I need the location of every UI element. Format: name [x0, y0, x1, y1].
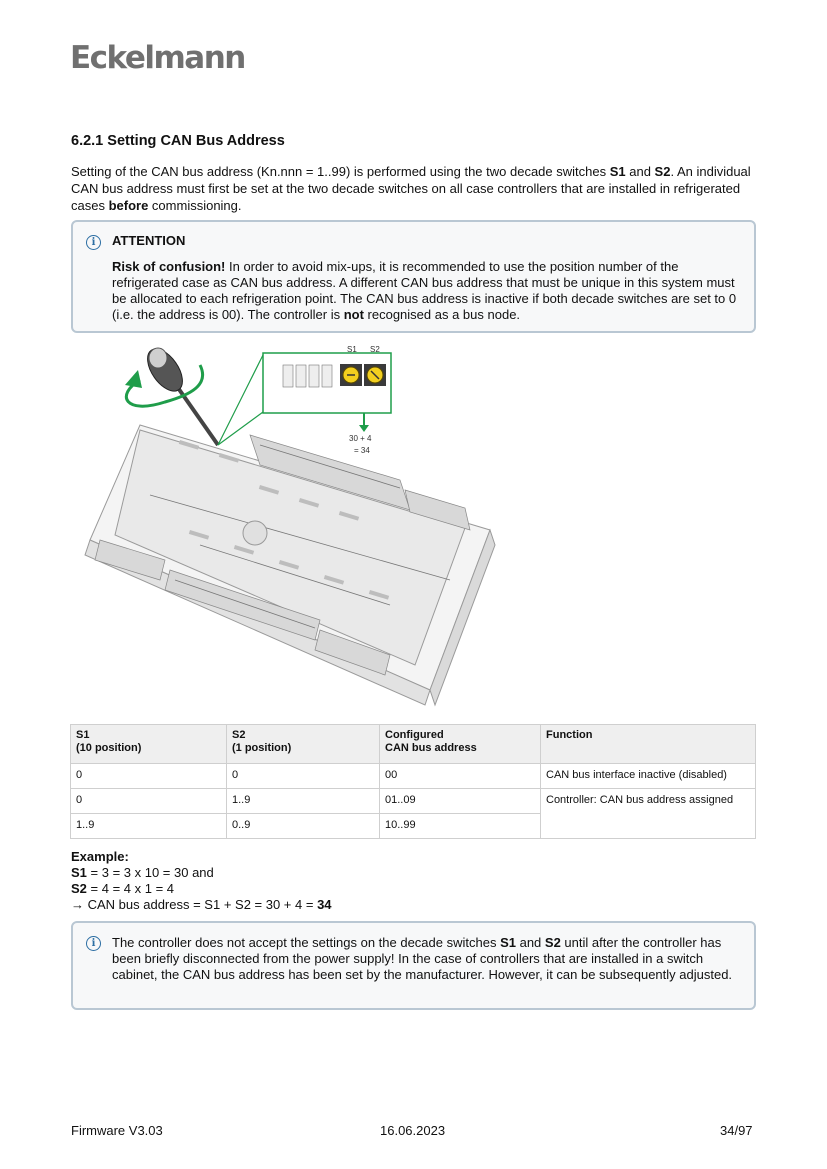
example-line-s2: S2 = 4 = 4 x 1 = 4: [71, 881, 174, 896]
table-cell: 0: [227, 764, 380, 789]
calc-line2: = 34: [354, 446, 370, 455]
controller-illustration: [70, 340, 510, 720]
header-function: Function: [541, 725, 756, 764]
info-icon: i: [86, 235, 101, 250]
table-row: [71, 789, 756, 814]
section-title: 6.2.1 Setting CAN Bus Address: [71, 133, 285, 149]
s1-label: S1: [347, 345, 357, 354]
table-cell: 0..9: [227, 814, 380, 839]
table-row: [71, 764, 756, 789]
table-cell: 00: [380, 764, 541, 789]
table-cell: CAN bus interface inactive (disabled): [541, 764, 756, 789]
info-icon: i: [86, 936, 101, 951]
s2-label: S2: [370, 345, 380, 354]
table-cell: 0: [71, 789, 227, 814]
table-cell: 1..9: [71, 814, 227, 839]
attention-title: ATTENTION: [112, 233, 186, 248]
note-body: The controller does not accept the settings on the decade switches S1 and S2 until after the controller has been briefly disconnected from the power supply! In the case of controllers that are installed in a switch cabinet, the CAN bus address has been set by the manufacturer. However, it can be subsequently adjusted.: [112, 935, 733, 982]
table-cell: 10..99: [380, 814, 541, 839]
footer-date: 16.06.2023: [380, 1123, 446, 1138]
table-cell: 1..9: [227, 789, 380, 814]
note-box: [71, 921, 756, 1010]
footer-page-number: 34/97: [720, 1123, 753, 1138]
header-s1: S1 (10 position): [71, 725, 227, 764]
header-s2: S2 (1 position): [227, 725, 380, 764]
table-cell: 0: [71, 764, 227, 789]
table-header-row: [71, 725, 756, 764]
header-configured-address: Configured CAN bus address: [380, 725, 541, 764]
footer-firmware: Firmware V3.03: [71, 1123, 163, 1138]
eckelmann-logo: Eckelmann: [70, 40, 245, 76]
intro-paragraph: Setting of the CAN bus address (Kn.nnn = 1..99) is performed using the two decade switches S1 and S2. An individual CAN bus address must first be set at the two decade switches on all case controllers that are installed in refrigerated cases before commissioning.: [71, 164, 751, 213]
example-title: Example:: [71, 849, 129, 864]
example-block: [71, 849, 332, 913]
example-line-result: → CAN bus address = S1 + S2 = 30 + 4 = 34: [71, 897, 332, 912]
attention-box: [71, 220, 756, 333]
example-line-s1: S1 = 3 = 3 x 10 = 30 and: [71, 865, 214, 880]
table-cell: Controller: CAN bus address assigned: [541, 789, 756, 839]
attention-body: Risk of confusion! In order to avoid mix-ups, it is recommended to use the position number of the refrigerated case as CAN bus address. A different CAN bus address that must be unique in this system must be allocated to each refrigeration point. The CAN bus address is inactive if both decade switches are set to 0 (i.e. the address is 00). The controller is not recognised as a bus node.: [112, 259, 737, 322]
table-cell: 01..09: [380, 789, 541, 814]
can-address-table: [70, 724, 756, 839]
calc-line1: 30 + 4: [349, 434, 372, 443]
